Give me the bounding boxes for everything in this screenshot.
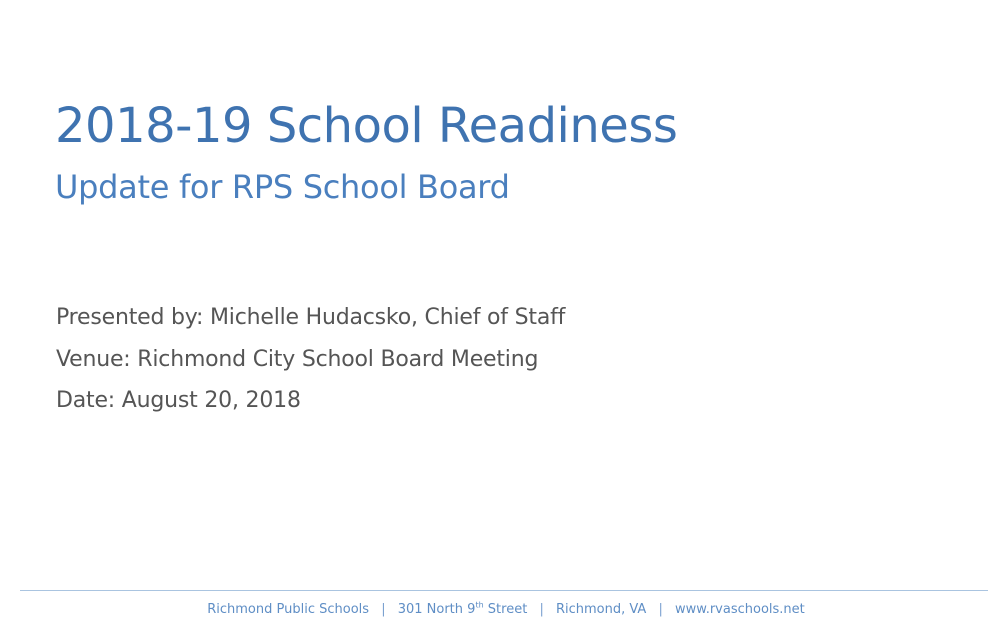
date-line: Date: August 20, 2018	[56, 388, 301, 413]
footer-street-prefix: 301 North 9	[397, 602, 476, 617]
footer-separator: |	[658, 602, 663, 617]
presenter-line: Presented by: Michelle Hudacsko, Chief of Staff	[56, 305, 566, 330]
footer-website: www.rvaschools.net	[675, 602, 805, 617]
venue-line: Venue: Richmond City School Board Meeting	[56, 346, 539, 372]
footer-separator: |	[539, 602, 544, 617]
presentation-details	[56, 297, 565, 422]
footer-street-suffix: Street	[483, 602, 528, 617]
footer-street-ordinal: th	[475, 600, 484, 610]
footer-divider	[20, 590, 988, 591]
footer-city: Richmond, VA	[555, 602, 647, 617]
footer-organization: Richmond Public Schools	[207, 602, 370, 617]
footer-separator: |	[381, 602, 386, 617]
slide-subtitle: Update for RPS School Board	[55, 168, 510, 206]
slide-title: 2018-19 School Readiness	[55, 98, 678, 154]
